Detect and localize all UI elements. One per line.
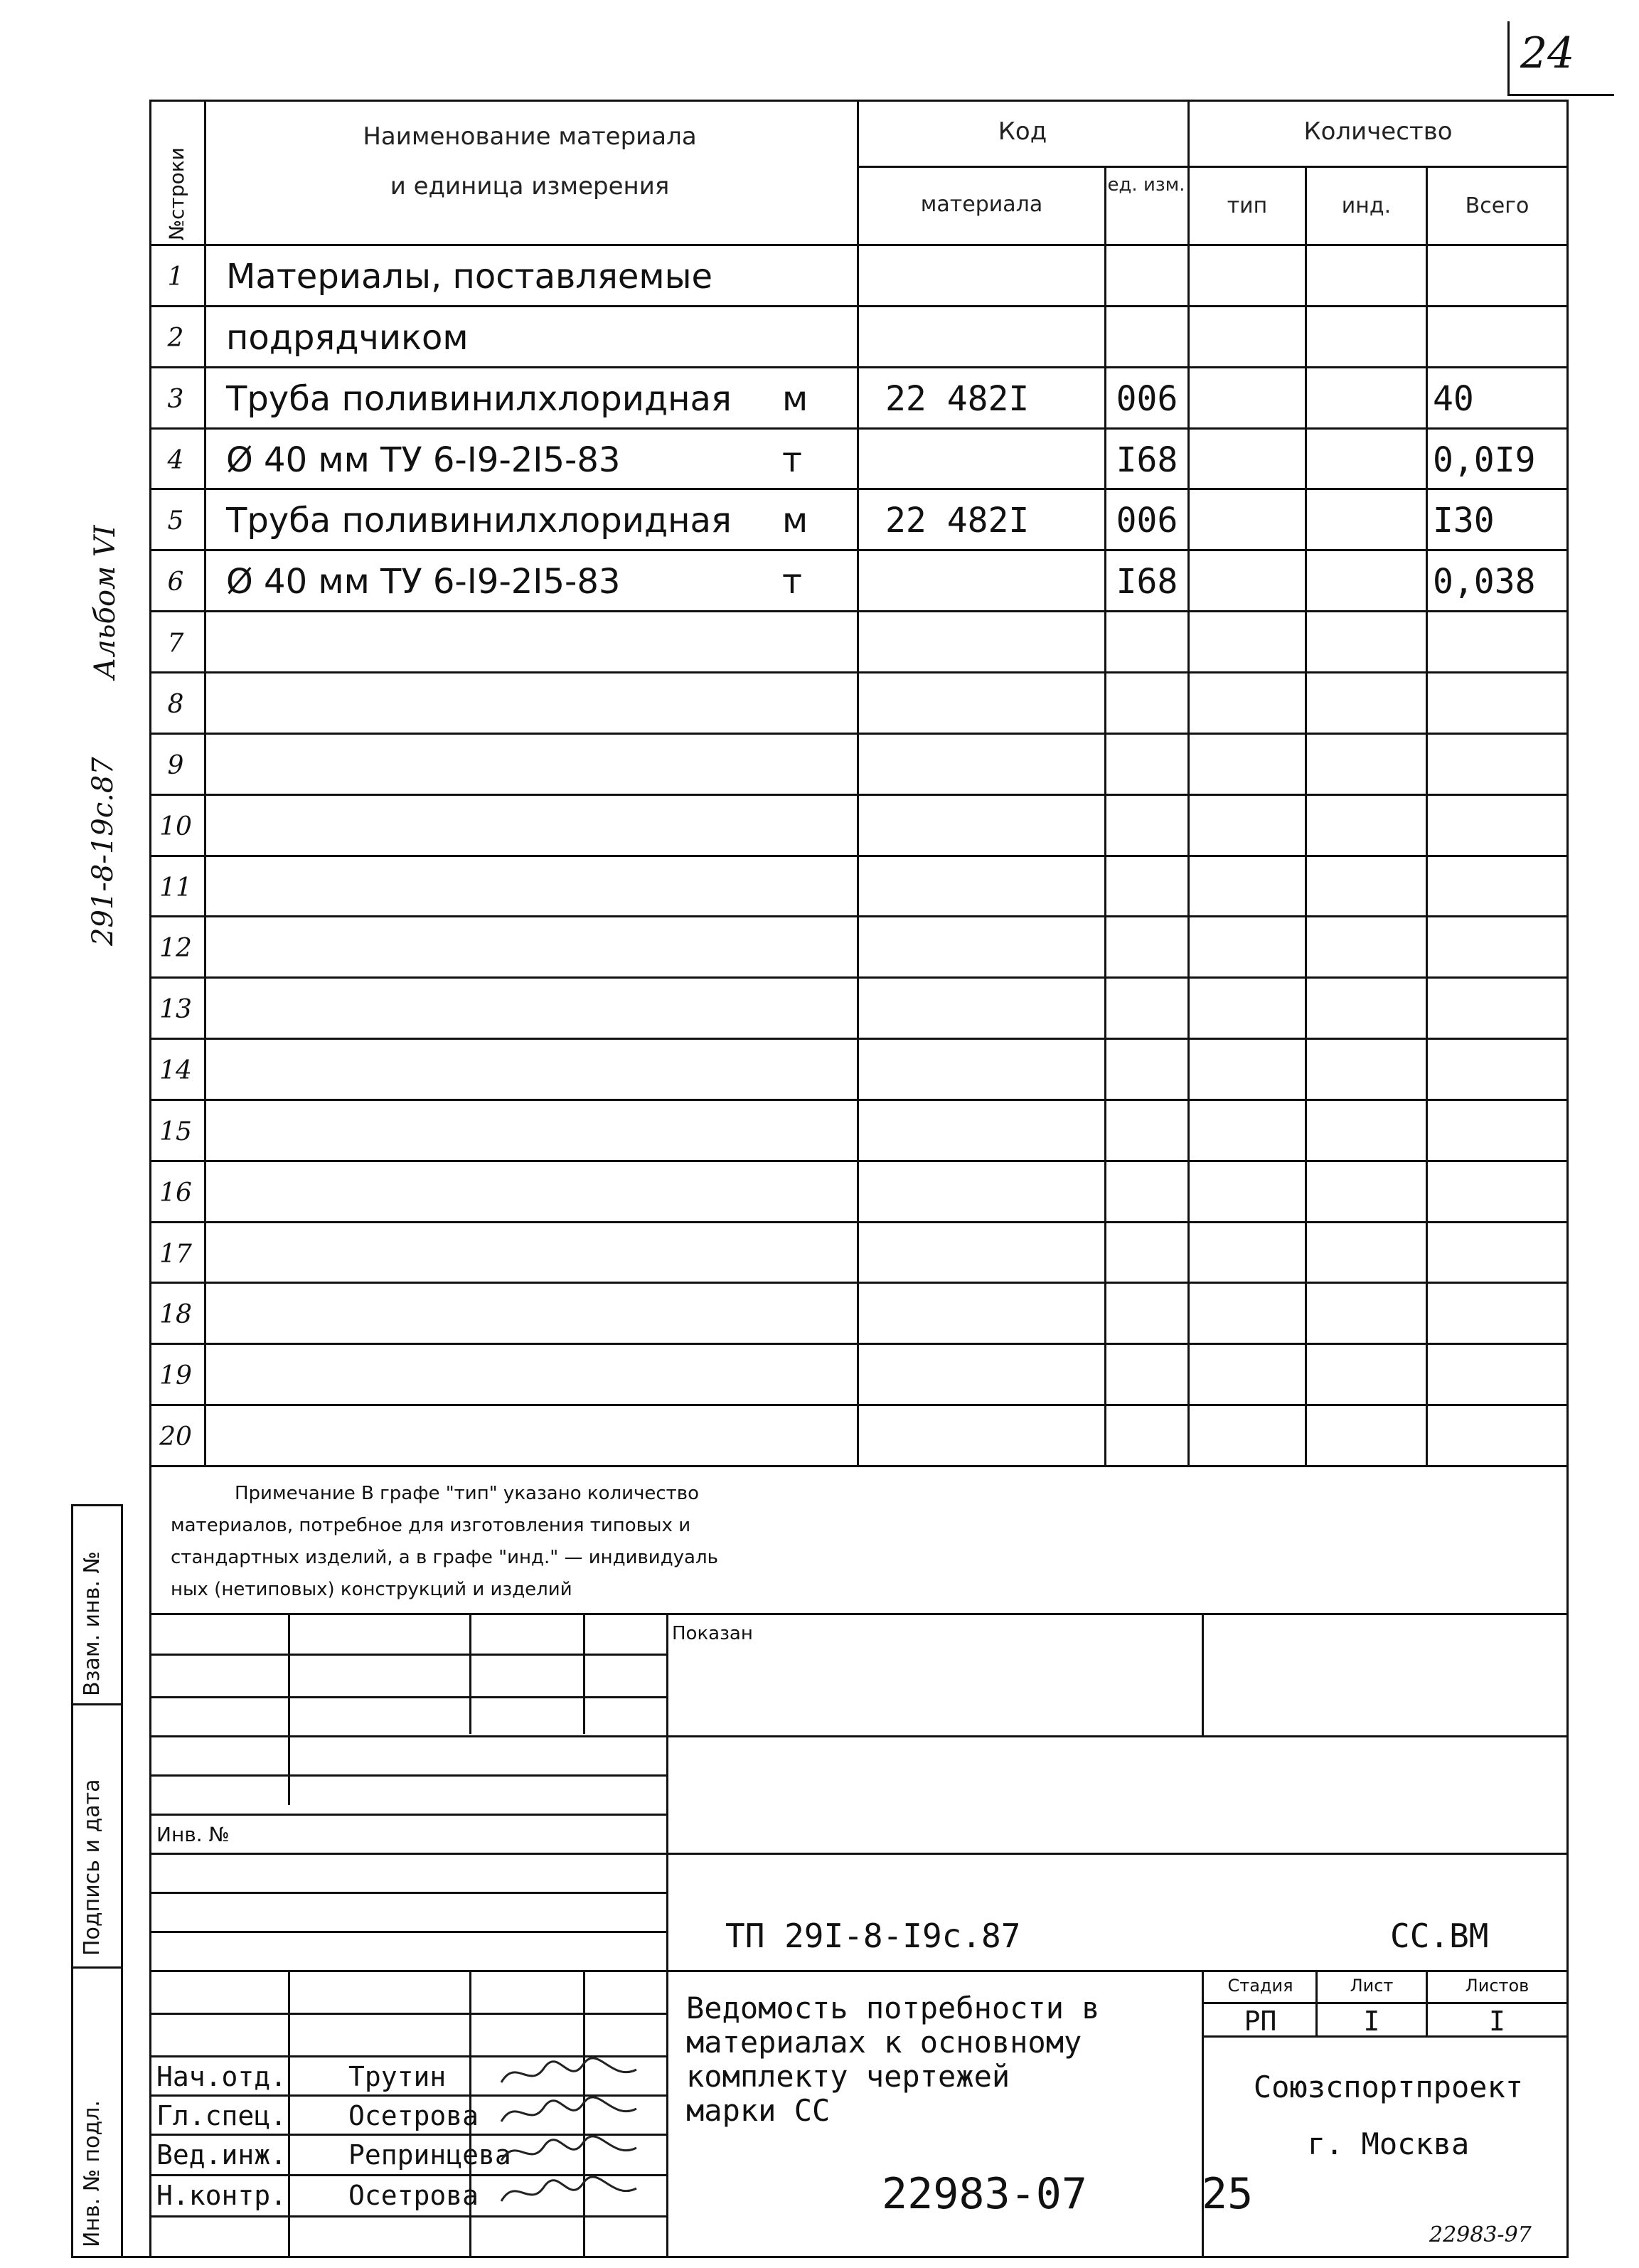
table-row-line — [149, 855, 1569, 857]
table-top-border — [149, 100, 1569, 102]
margin-strip-top — [71, 1504, 122, 1506]
side-podpis-label: Подпись и дата — [80, 1779, 105, 1956]
stamp-pokazan-label: Показан — [672, 1623, 753, 1644]
row-number: 20 — [159, 1422, 192, 1452]
stamp-grid-row9 — [149, 1970, 1569, 1972]
table-row-line — [149, 1343, 1569, 1345]
signature-mark — [498, 2132, 640, 2171]
table-row-line — [149, 1404, 1569, 1406]
stamp-grid-col3-upper — [583, 1613, 585, 1734]
header-bottom-border — [149, 244, 1569, 246]
row-material-name: Труба поливинилхлоридная — [226, 379, 732, 419]
row-unit: м — [782, 501, 808, 541]
header-code-unit: ед. изм. — [1107, 174, 1185, 196]
row-number: 12 — [159, 934, 192, 963]
signer-name: Трутин — [348, 2061, 447, 2092]
row-number: 11 — [159, 873, 192, 903]
doc-title-line4: марки СС — [686, 2093, 831, 2128]
col-line-unit — [1104, 166, 1106, 1465]
table-row-line — [149, 733, 1569, 735]
col-line-qty — [1187, 100, 1190, 1465]
doc-title-line2: материалах к основному — [686, 2025, 1082, 2060]
row-material-name: Ø 40 мм ТУ 6-I9-2I5-83 — [226, 562, 621, 602]
row-material-name: Ø 40 мм ТУ 6-I9-2I5-83 — [226, 440, 621, 480]
row-qty-total: 40 — [1433, 379, 1474, 419]
row-number: 10 — [159, 812, 192, 841]
header-name-line1: Наименование материала — [363, 122, 697, 151]
signer-role: Вед.инж. — [156, 2139, 287, 2171]
row-unit: т — [782, 440, 802, 480]
note-line1: Примечание В графе "тип" указано количество — [235, 1483, 700, 1504]
row-number: 13 — [159, 995, 192, 1024]
note-line3: стандартных изделий, а в графе "инд." — индивидуаль — [171, 1547, 718, 1568]
row-unit-code: I68 — [1116, 440, 1178, 480]
table-right-border — [1566, 100, 1569, 2258]
footer-corner-number: 22983-97 — [1429, 2222, 1532, 2247]
header-qty: Количество — [1303, 117, 1453, 146]
stamp-pokazan-divider — [1202, 1613, 1204, 1735]
signer-role: Нач.отд. — [156, 2061, 287, 2092]
stamp-grid-row1 — [149, 1654, 668, 1656]
page-number: 24 — [1520, 28, 1575, 78]
signer-name: Осетрова — [348, 2180, 479, 2211]
footer-number: 22983-07 — [882, 2169, 1087, 2219]
header-code: Код — [998, 117, 1047, 146]
page-number-underline — [1507, 94, 1614, 96]
table-row-line — [149, 1099, 1569, 1101]
margin-strip-sep2 — [71, 1966, 122, 1969]
page-number-divider — [1507, 21, 1510, 96]
row-unit-code: 006 — [1116, 501, 1178, 541]
row-unit: т — [782, 562, 802, 602]
row-number: 14 — [159, 1056, 192, 1085]
stamp-inv-no-label: Инв. № — [156, 1823, 230, 1846]
margin-strip-right-line — [121, 1504, 123, 2258]
header-mid-border — [857, 166, 1568, 168]
org-city: г. Москва — [1307, 2126, 1470, 2161]
side-album-label: Альбом VI — [89, 525, 122, 679]
table-row-line — [149, 1038, 1569, 1040]
row-number: 8 — [167, 690, 184, 719]
stamp-grid-row3 — [149, 1735, 1569, 1737]
table-row-line — [149, 305, 1569, 307]
side-series-label: 291-8-19с.87 — [87, 757, 119, 946]
stamp-grid-row7 — [149, 1892, 668, 1894]
side-vzam-label: Взам. инв. № — [80, 1551, 105, 1696]
stamp-grid-col2-upper — [469, 1613, 471, 1734]
note-line2: материалов, потребное для изготовления типовых и — [171, 1515, 691, 1536]
margin-strip-left-line — [71, 1504, 73, 2258]
signature-mark — [498, 2173, 640, 2212]
row-number: 19 — [159, 1361, 192, 1390]
header-qty-type: тип — [1227, 193, 1268, 218]
stamp-top-border — [149, 1613, 1569, 1615]
table-row-line — [149, 1160, 1569, 1162]
row-number: 4 — [167, 446, 184, 475]
stamp-grid-col4 — [666, 1613, 668, 2258]
signer-role: Гл.спец. — [156, 2100, 287, 2131]
header-qty-ind: инд. — [1341, 193, 1392, 218]
stamp-grid-row2 — [149, 1696, 668, 1698]
row-number: 18 — [159, 1300, 192, 1329]
table-row-line — [149, 427, 1569, 430]
footer-page: 25 — [1202, 2169, 1254, 2219]
signer-name: Осетрова — [348, 2100, 479, 2131]
row-material-name: Материалы, поставляемые — [226, 257, 713, 297]
row-number: 1 — [167, 262, 184, 292]
col-line-rownum — [204, 100, 206, 1465]
col-line-total — [1426, 166, 1428, 1465]
row-qty-total: 0,038 — [1433, 562, 1536, 602]
sheets-value: I — [1489, 2006, 1505, 2037]
row-unit-code: I68 — [1116, 562, 1178, 602]
row-number: 2 — [167, 324, 184, 353]
row-material-name: подрядчиком — [226, 318, 469, 358]
table-row-line — [149, 794, 1569, 796]
signer-role: Н.контр. — [156, 2180, 287, 2211]
row-number: 5 — [167, 506, 184, 536]
table-row-line — [149, 549, 1569, 551]
org-name: Союзспортпроект — [1253, 2070, 1524, 2104]
header-code-material: материала — [920, 192, 1043, 217]
table-row-line — [149, 1465, 1569, 1467]
table-row-line — [149, 671, 1569, 674]
sheets-label: Листов — [1465, 1976, 1529, 1996]
stamp-grid-col1-upper — [288, 1613, 290, 1805]
row-qty-total: 0,0I9 — [1433, 440, 1536, 480]
row-number: 15 — [159, 1117, 192, 1146]
note-line4: ных (нетиповых) конструкций и изделий — [171, 1579, 572, 1600]
table-row-line — [149, 366, 1569, 368]
header-qty-total: Всего — [1465, 193, 1529, 218]
row-unit-code: 006 — [1116, 379, 1178, 419]
row-material-name: Труба поливинилхлоридная — [226, 501, 732, 541]
row-number: 3 — [167, 385, 184, 414]
margin-strip-sep1 — [71, 1703, 122, 1705]
stamp-grid-row5 — [149, 1814, 668, 1816]
table-row-line — [149, 915, 1569, 917]
row-number: 9 — [167, 751, 184, 780]
signers-row6 — [149, 2215, 668, 2218]
header-name-line2: и единица измерения — [390, 172, 670, 201]
table-row-line — [149, 976, 1569, 979]
row-number: 16 — [159, 1178, 192, 1208]
table-row-line — [149, 610, 1569, 612]
stage-block-row1 — [1202, 2002, 1568, 2004]
stamp-grid-row6 — [149, 1853, 1569, 1855]
stamp-grid-row8 — [149, 1931, 668, 1933]
signer-name: Репринцева — [348, 2139, 511, 2171]
row-material-code: 22 482I — [885, 379, 1030, 419]
signature-mark — [498, 2054, 640, 2093]
sheet-label: Лист — [1350, 1976, 1394, 1996]
doc-code: ТП 29I-8-I9с.87 — [725, 1917, 1021, 1955]
row-qty-total: I30 — [1433, 501, 1495, 541]
table-row-line — [149, 488, 1569, 490]
stamp-bottom-border — [71, 2256, 1569, 2258]
header-rownum: №строки — [165, 147, 188, 240]
sheet-value: I — [1363, 2006, 1380, 2037]
col-line-ind — [1305, 166, 1307, 1465]
side-inv-podl-label: Инв. № подл. — [80, 2100, 105, 2247]
table-row-line — [149, 1221, 1569, 1223]
doc-mark: СС.ВМ — [1390, 1917, 1489, 1955]
signers-row1 — [149, 2013, 668, 2015]
row-number: 17 — [159, 1240, 192, 1269]
col-line-code — [857, 100, 859, 1465]
signature-mark — [498, 2093, 640, 2132]
row-material-code: 22 482I — [885, 501, 1030, 541]
doc-title — [686, 1991, 1100, 2128]
doc-title-line1: Ведомость потребности в — [686, 1991, 1100, 2025]
row-number: 6 — [167, 568, 184, 597]
stage-value: РП — [1244, 2006, 1277, 2037]
row-unit: м — [782, 379, 808, 419]
table-row-line — [149, 1282, 1569, 1284]
doc-title-line3: комплекту чертежей — [686, 2059, 1010, 2094]
row-number: 7 — [167, 629, 184, 658]
stamp-grid-row4 — [149, 1774, 668, 1777]
stage-label: Стадия — [1227, 1976, 1293, 1996]
